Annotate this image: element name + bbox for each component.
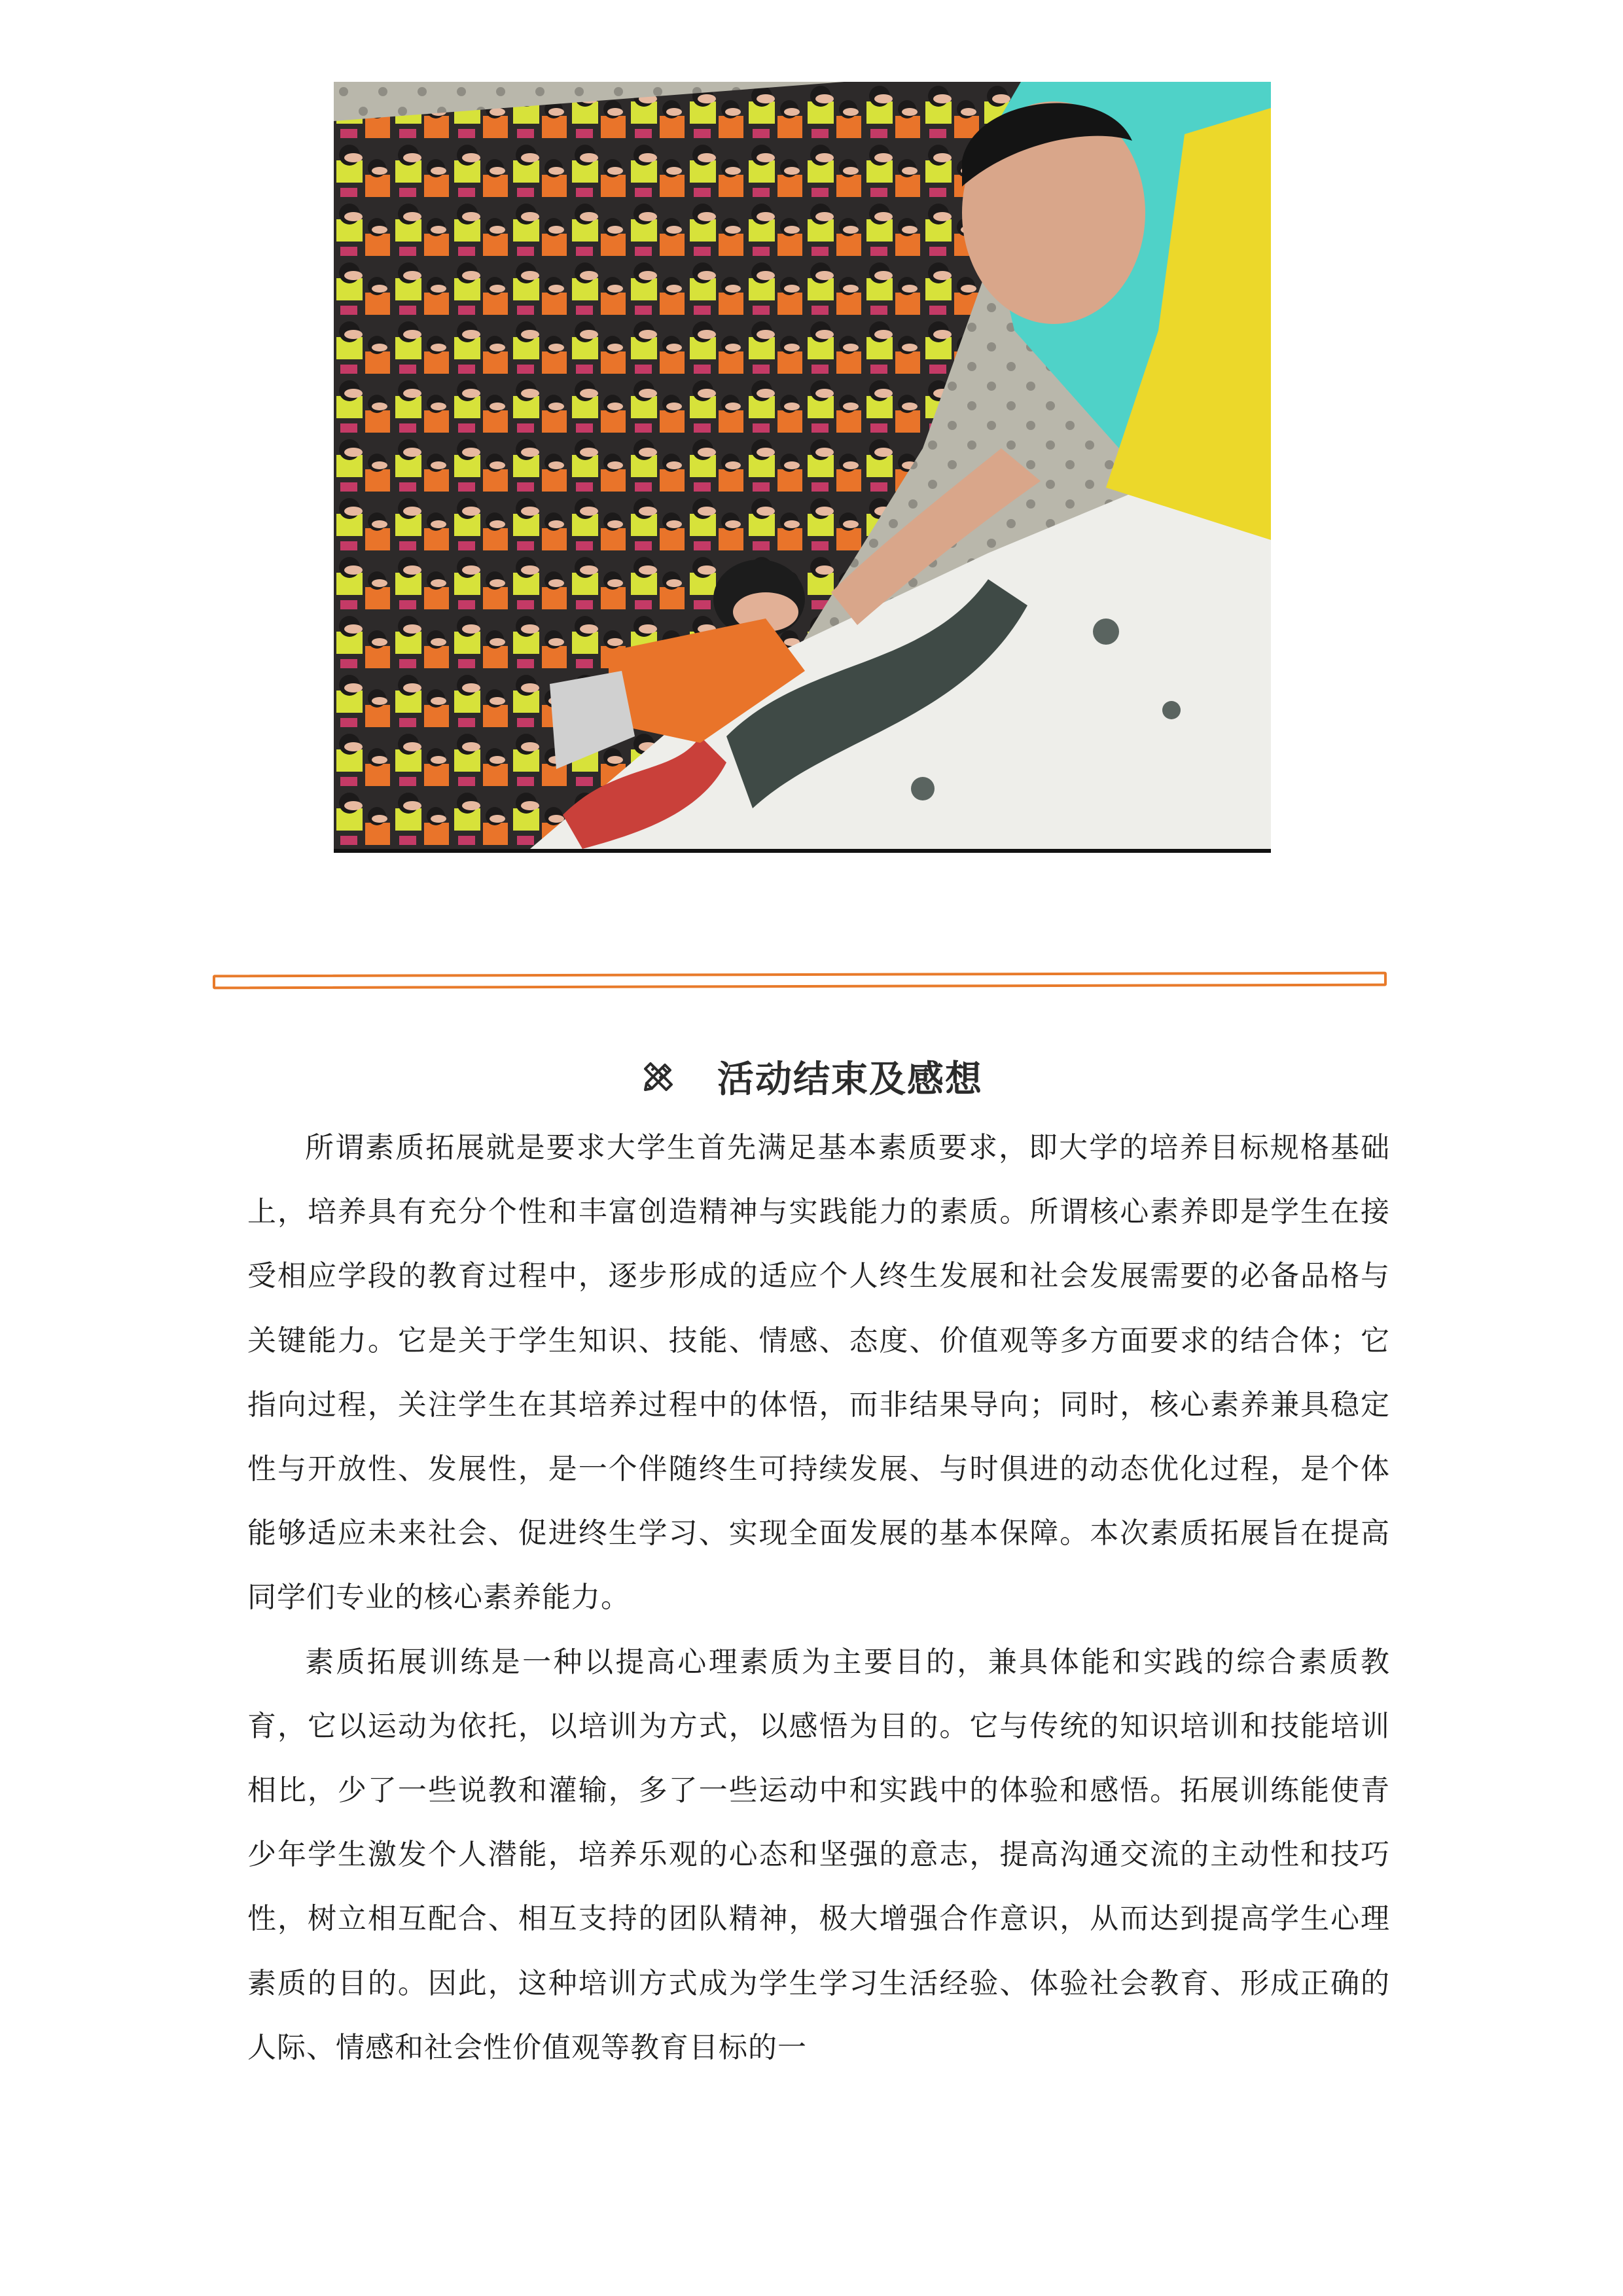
paragraph-1: 所谓素质拓展就是要求大学生首先满足基本素质要求，即大学的培养目标规格基础上，培养具有充分个性和丰富创造精神与实践能力的素质。所谓核心素养即是学生在接受相应学段的教育过程中，逐步形成的适应个人终生发展和社会发展需要的必备品格与关键能力。它是关于学生知识、技能、情感、态度、价值观等多方面要求的结合体；它指向过程，关注学生在其培养过程中的体悟，而非结果导向；同时，核心素养兼具稳定性与开放性、发展性，是一个伴随终生可持续发展、与时俱进的动态优化过程，是个体能够适应未来社会、促进终生学习、实现全面发展的基本保障。本次素质拓展旨在提高同学们专业的核心素养能力。 (247, 1131, 1390, 1615)
body-text (247, 1116, 1390, 2080)
team-building-photo (334, 82, 1271, 853)
pencil-ruler-icon (640, 1058, 677, 1095)
section-divider (213, 972, 1387, 990)
section-heading (0, 1047, 1623, 1106)
paragraph-2: 素质拓展训练是一种以提高心理素质为主要目的，兼具体能和实践的综合素质教育，它以运动为依托，以培训为方式，以感悟为目的。它与传统的知识培训和技能培训相比，少了一些说教和灌输，多了一些运动中和实践中的体验和感悟。拓展训练能使青少年学生激发个人潜能，培养乐观的心态和坚强的意志，提高沟通交流的主动性和技巧性，树立相互配合、相互支持的团队精神，极大增强合作意识，从而达到提高学生心理素质的目的。因此，这种培训方式成为学生学习生活经验、体验社会教育、形成正确的人际、情感和社会性价值观等教育目标的一 (247, 1645, 1390, 2064)
section-title: 活动结束及感想 (717, 1058, 983, 1101)
